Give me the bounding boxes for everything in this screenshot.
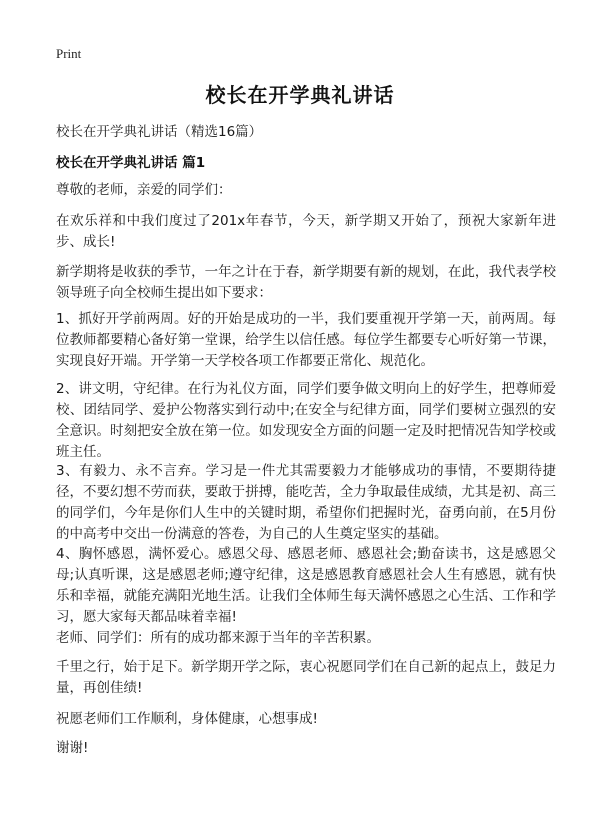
paragraph-item-1: 1、抓好开学前两周。好的开始是成功的一半，我们要重视开学第一天，前两周。每位教师都要精心备好第一堂课，给学生以信任感。每位学生都要专心听好第一节课，实现良好开端。开学第一天学校各项工作都要正常化、规范化。 xyxy=(56,311,556,369)
paragraph-journey: 千里之行，始于足下。新学期开学之际，衷心祝愿同学们在自己新的起点上，鼓足力量，再创佳绩! xyxy=(56,659,556,696)
paragraph-success: 老师、同学们：所有的成功都来源于当年的辛苦积累。 xyxy=(56,630,380,646)
paragraph-new-year: 在欢乐祥和中我们度过了201x年春节，今天，新学期又开始了，预祝大家新年进步、成长! xyxy=(56,213,556,250)
paragraph-item-3: 3、有毅力、永不言弃。学习是一件尤其需要毅力才能够成功的事情，不要期待捷径，不要幻想不劳而获，要敢于拼搏，能吃苦，全力争取最佳成绩，尤其是初、高三的同学们，今年是你们人生中的关键时期，希望你们把握时光，奋勇向前，在5月份的中高考中交出一份满意的答卷，为自己的人生奠定坚实的基础。 xyxy=(56,463,556,542)
paragraph-greeting: 尊敬的老师，亲爱的同学们： xyxy=(56,182,232,198)
paragraph-new-term: 新学期将是收获的季节，一年之计在于春，新学期要有新的规划，在此，我代表学校领导班子向全校师生提出如下要求： xyxy=(56,264,556,301)
paragraph-wishes: 祝愿老师们工作顺利，身体健康，心想事成! xyxy=(56,711,318,727)
paragraph-thanks: 谢谢! xyxy=(56,740,89,756)
document-subtitle: 校长在开学典礼讲话（精选16篇） xyxy=(56,124,263,140)
section-heading: 校长在开学典礼讲话 篇1 xyxy=(56,155,206,171)
paragraph-item-4: 4、胸怀感恩，满怀爱心。感恩父母、感恩老师、感恩社会;勤奋读书，这是感恩父母;认真听课，这是感恩老师;遵守纪律，这是感恩教育感恩社会人生有感恩，就有快乐和幸福，就能充满阳光地生活。让我们全体师生每天满怀感恩之心生活、工作和学习，愿大家每天都品味着幸福! xyxy=(56,546,556,625)
print-label[interactable]: Print xyxy=(56,46,82,61)
document-title: 校长在开学典礼讲话 xyxy=(205,83,395,107)
paragraph-item-2: 2、讲文明，守纪律。在行为礼仪方面，同学们要争做文明向上的好学生，把尊师爱校、团结同学、爱护公物落实到行动中;在安全与纪律方面，同学们要树立强烈的安全意识。时刻把安全放在第一位。如发现安全方面的问题一定及时把情况告知学校或班主任。 xyxy=(56,381,556,460)
